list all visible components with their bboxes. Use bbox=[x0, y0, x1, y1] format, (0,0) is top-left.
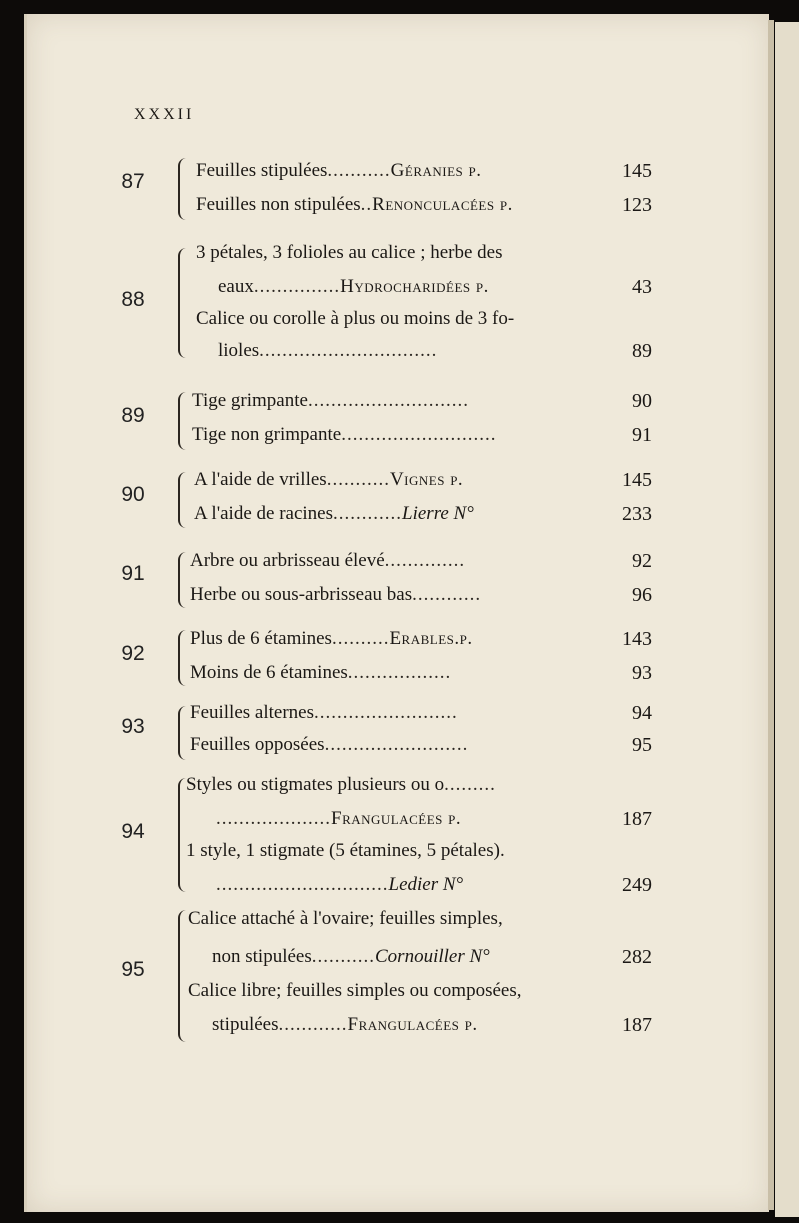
page-number-roman: XXXII bbox=[134, 106, 195, 123]
entry-number: 88 bbox=[121, 288, 145, 311]
entry-number: 91 bbox=[121, 562, 145, 585]
brace bbox=[178, 706, 186, 760]
brace bbox=[178, 158, 186, 220]
entry-number: 93 bbox=[121, 715, 145, 738]
page-edge-next bbox=[775, 22, 799, 1217]
entry-number: 89 bbox=[121, 404, 145, 427]
entry-number: 92 bbox=[121, 642, 145, 665]
brace bbox=[178, 392, 186, 450]
brace bbox=[178, 472, 186, 528]
brace bbox=[178, 778, 186, 892]
entry-number: 94 bbox=[121, 820, 145, 843]
entry-number: 95 bbox=[121, 958, 145, 981]
entry-number: 87 bbox=[121, 170, 145, 193]
entry-number: 90 bbox=[121, 483, 145, 506]
page-edge bbox=[768, 20, 774, 1210]
brace bbox=[178, 910, 186, 1042]
brace bbox=[178, 248, 186, 358]
brace bbox=[178, 552, 186, 608]
brace bbox=[178, 630, 186, 686]
